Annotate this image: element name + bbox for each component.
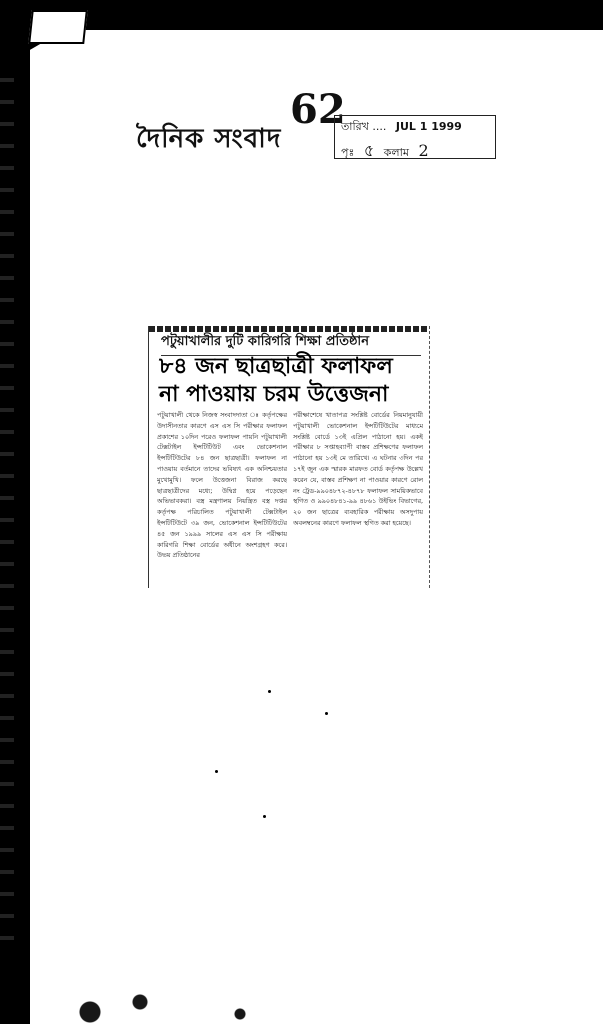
date-label: তারিখ .... xyxy=(341,120,387,133)
date-row xyxy=(341,118,462,137)
article-kicker: পটুয়াখালীর দুটি কারিগরি শিক্ষা প্রতিষ্ঠান xyxy=(161,332,421,356)
headline-line-1: ৮৪ জন ছাত্রছাত্রী ফলাফল xyxy=(159,354,393,379)
page-column-row xyxy=(341,138,435,165)
date-stamp-box xyxy=(334,115,496,159)
article-column-2: পরীক্ষাশেষে খাতাপত্র সংশ্লিষ্ট বোর্ডের নিয়মানুযায়ী পটুয়াখালী ভোকেশনাল ইন্সটিটিউটের মাধ্যমে সংশ্লিষ্ট বোর্ডে ১৩ই এপ্রিল পাঠানো হয়। একই পরীক্ষার ৮ সপ্তাহব্যাপী বাস্তব প্রশিক্ষণের ফলাফল পাঠানো হয় ১৩ই মে তারিখে। এ ঘটনার ৩দিন পর ১৭ই জুন এক স্মারক মারফত বোর্ড কর্তৃপক্ষ উল্লেখ করেন যে, বাস্তব প্রশিক্ষণ না পাওয়ার কারণে রোল নং ট্রেড-৯৯০৪৮৭২-৪৮৭৮ ফলাফল সাময়িকভাবে স্থগিত ও ৯৯০৪৮৪১-৯৯ ৪৮৬১ উইভিং বিভাগের, ২০ জন ছাত্রের ব্যবহারিক পরীক্ষায় অসদুপায় অবলম্বনের কারণে ফলাফল স্থগিত করা হয়েছে। xyxy=(293,411,423,527)
news-clipping xyxy=(148,326,430,588)
torn-corner xyxy=(28,10,88,44)
scan-speck xyxy=(268,690,271,693)
scan-speck xyxy=(325,712,328,715)
scan-speck xyxy=(263,815,266,818)
column-value: 2 xyxy=(418,141,429,160)
scan-speck xyxy=(215,770,218,773)
page-label: পৃঃ xyxy=(341,146,355,159)
date-value: JUL 1 1999 xyxy=(395,120,462,133)
scan-bottom-noise xyxy=(0,984,603,1024)
scan-edge-noise xyxy=(0,60,14,940)
page-value: ৫ xyxy=(363,141,375,160)
headline-line-2: না পাওয়ায় চরম উত্তেজনা xyxy=(159,382,389,407)
article-body xyxy=(157,410,423,586)
column-label: কলাম xyxy=(383,146,409,159)
handwritten-number: 62 xyxy=(290,86,346,133)
article-column-1: পটুয়াখালী থেকে নিজস্ব সংবাদদাতা ঃ কর্তৃপক্ষের উদাসীনতার কারণে এস এস সি পরীক্ষার ফলাফল প্রকাশের ১০দিন পরেও ফলাফল পায়নি পটুয়াখালী টেক্সটাইল ইন্সটিটিউট এবং ভোকেশনাল ইন্সটিটিউটের ৮৪ জন ছাত্রছাত্রী। ফলাফল না পাওয়ায় বর্তমানে তাদের ভবিষ্যৎ এক অনিশ্চয়তার মুখোমুখি। ফলে উত্তেজনা বিরাজ করছে ছাত্রছাত্রীদের মধ্যে; উদ্বিগ্ন হয়ে পড়েছেন অভিভাবকরা। বস্ত্র মন্ত্রণালয় নিয়ন্ত্রিত বস্ত্র দপ্তর কর্তৃপক্ষ পরিচালিত পটুয়াখালী টেক্সটাইল ইন্সটিটিউটে ৩৯ জন, ভোকেশনাল ইন্সটিটিউটের ৪৫ জন ১৯৯৯ সালের এস এস সি পরীক্ষায় কারিগরি শিক্ষা বোর্ডের অধীনে অংশগ্রহণ করে। উভয় প্রতিষ্ঠানের xyxy=(157,411,287,560)
newspaper-masthead: দৈনিক সংবাদ xyxy=(136,124,282,154)
